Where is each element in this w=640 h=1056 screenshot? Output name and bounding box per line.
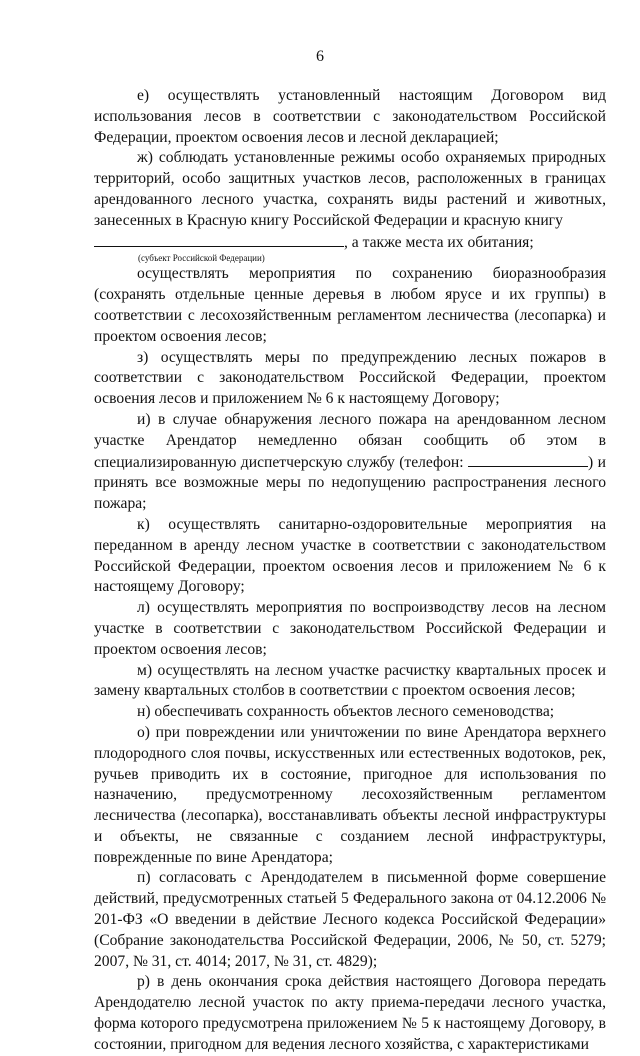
- paragraph-r: р) в день окончания срока действия настоящего Договора передать Арендодателю лесной участок по акту приема-передачи лесного участка, форма которого предусмотрена приложением № 5 к настоящему Договору, в состоянии, пригодном для ведения лесного хозяйства, с характеристиками: [94, 973, 606, 1053]
- paragraph-k: к) осуществлять санитарно-оздоровительные мероприятия на переданном в аренду лесном участке в соответствии с законодательством Российской Федерации, проектом освоения лесов и приложением № 6 к настоящему Договору;: [94, 515, 606, 596]
- phone-blank: [468, 452, 588, 467]
- paragraph-i-text: и) в случае обнаружения лесного пожара на арендованном лесном участке Арендатор немедленно обязан сообщить об этом в специализированную диспетчерскую службу (телефон:: [94, 410, 606, 471]
- paragraph-zh-text-end: , а также места их обитания;: [344, 233, 534, 251]
- contract-text: [94, 86, 606, 1056]
- subject-caption: (субъект Российской Федерации): [138, 253, 265, 264]
- paragraph-i: [94, 410, 606, 515]
- paragraph-i-text-end: ) и принять все возможные меры по недопущению распространения лесного пожара;: [94, 453, 606, 513]
- paragraph-zh-text: ж) соблюдать установленные режимы особо охраняемых природных территорий, особо защитных участков лесов, расположенных в границах арендованного лесного участка, сохранять виды растений и животных, занесенных в Красную книгу Российской Федерации и красную книгу: [94, 149, 606, 229]
- paragraph-zh-biodiversity: осуществлять мероприятия по сохранению биоразнообразия (сохранять отдельные ценные деревья в любом ярусе и их группы) в соответствии с лесохозяйственным регламентом лесничества (лесопарка) и проектом освоения лесов;: [94, 265, 606, 345]
- paragraph-p: п) согласовать с Арендодателем в письменной форме совершение действий, предусмотренных статьей 5 Федерального закона от 04.12.2006 № 201-ФЗ «О введении в действие Лесного кодекса Российской Федерации» (Собрание законодательства Российской Федерации, 2006, № 50, ст. 5279; 2007, № 31, ст. 4014; 2017, № 31, ст. 4829);: [94, 869, 606, 970]
- paragraph-n: н) обеспечивать сохранность объектов лесного семеноводства;: [137, 703, 555, 721]
- subject-blank: [94, 232, 344, 247]
- paragraph-e: е) осуществлять установленный настоящим Договором вид использования лесов в соответствии с законодательством Российской Федерации, проектом освоения лесов и лесной декларацией;: [94, 87, 606, 146]
- paragraph-zh: [94, 148, 606, 253]
- paragraph-o: о) при повреждении или уничтожении по вине Арендатора верхнего плодородного слоя почвы, искусственных или естественных водотоков, рек, ручьев приводить их в состояние, пригодное для использования по назначению, предусмотренному лесохозяйственным регламентом лесничества (лесопарка), восстанавливать объекты лесной инфраструктуры и объекты, не связанные с созданием лесной инфраструктуры, поврежденные по вине Арендатора;: [94, 723, 606, 866]
- paragraph-l: л) осуществлять мероприятия по воспроизводству лесов на лесном участке в соответствии с законодательством Российской Федерации и проектом освоения лесов;: [94, 599, 606, 658]
- paragraph-m: м) осуществлять на лесном участке расчистку квартальных просек и замену квартальных столбов в соответствии с проектом освоения лесов;: [94, 661, 606, 700]
- page-number: 6: [316, 48, 324, 65]
- paragraph-z: з) осуществлять меры по предупреждению лесных пожаров в соответствии с законодательством Российской Федерации, проектом освоения лесов и приложением № 6 к настоящему Договору;: [94, 348, 606, 408]
